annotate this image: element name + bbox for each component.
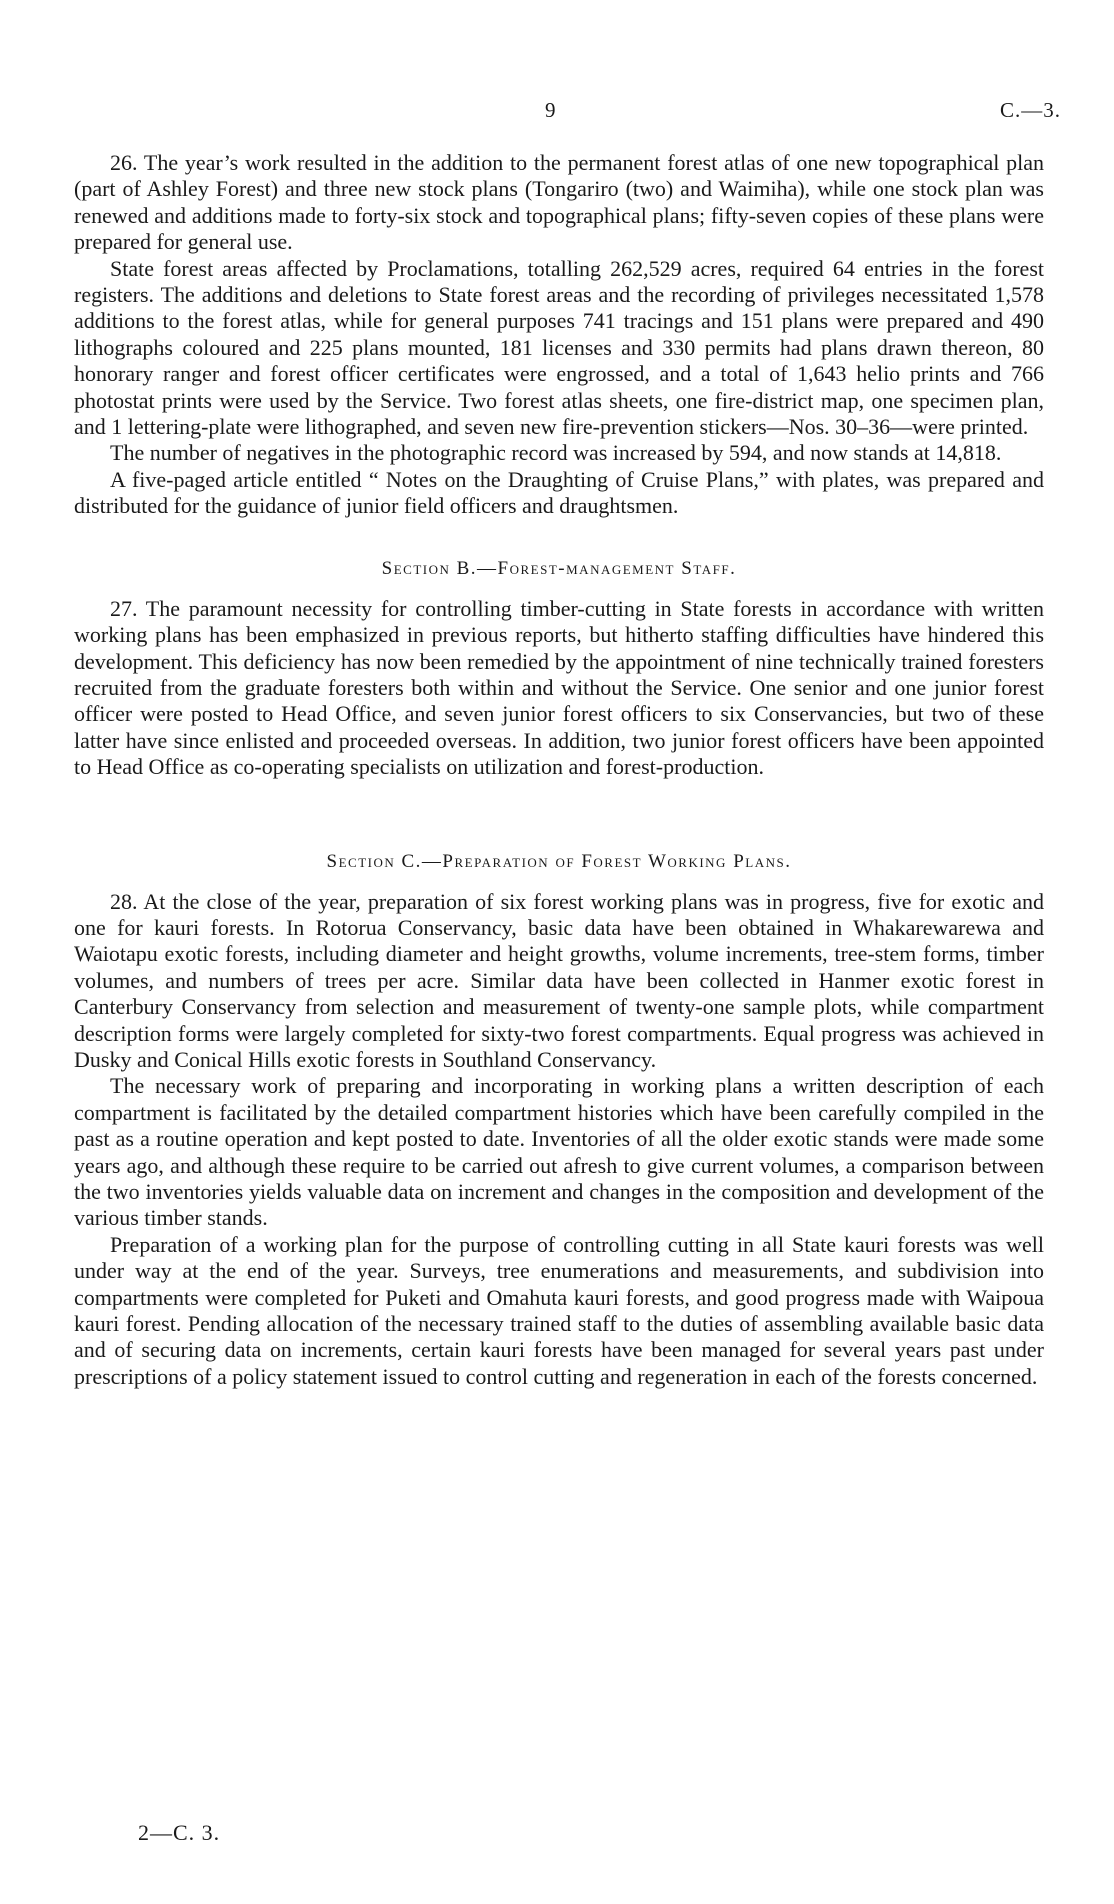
- paragraph-26-proclamations: State forest areas affected by Proclamations, totalling 262,529 acres, required 64 entries in the forest registers. The additions and deletions to State forest areas and the recording of privileges necessitated 1,578 additions to the forest atlas, while for general purposes 741 tracings and 151 plans were prepared and 490 lithographs coloured and 225 plans mounted, 181 licenses and 330 permits had plans drawn thereon, 80 honorary ranger and forest officer certificates were engrossed, and a total of 1,643 helio prints and 766 photostat prints were used by the Service. Two forest atlas sheets, one fire-district map, one specimen plan, and 1 lettering-plate were lithographed, and seven new fire-prevention stickers—Nos. 30–36—were printed.: [74, 255, 1044, 440]
- document-code: C.—3.: [1000, 98, 1062, 122]
- section-c-heading: Section C.—Preparation of Forest Working Plans.: [326, 850, 792, 872]
- paragraph-28-compartments: The necessary work of preparing and incorporating in working plans a written description of each compartment is facilitated by the detailed compartment histories which have been carefully compiled in the past as a routine operation and kept posted to date. Inventories of all the older exotic stands were made some years ago, and although these require to be carried out afresh to give current volumes, a comparison between the two inventories yields valuable data on increment and changes in the composition and development of the various timber stands.: [74, 1073, 1044, 1231]
- paragraph-27: 27. The paramount necessity for controlling timber-cutting in State forests in accordance with written working plans has been emphasized in previous reports, but hitherto staffing difficulties have hindered this development. This deficiency has now been remedied by the appointment of nine technically trained foresters recruited from the graduate foresters both within and without the Service. One senior and one junior forest officer were posted to Head Office, and seven junior forest officers to six Conservancies, but two of these latter have since enlisted and proceeded overseas. In addition, two junior forest officers have been appointed to Head Office as co-operating specialists on utilization and forest-production.: [74, 595, 1044, 780]
- paragraph-26-atlas: 26. The year’s work resulted in the addition to the permanent forest atlas of one new topographical plan (part of Ashley Forest) and three new stock plans (Tongariro (two) and Waimiha), while one stock plan was renewed and additions made to forty-six stock and topographical plans; fifty-seven copies of these plans were prepared for general use.: [74, 150, 1044, 255]
- body-text: [74, 150, 1044, 1390]
- page-number: 9: [545, 98, 556, 122]
- page-header: [0, 98, 1114, 128]
- paragraph-28-progress: 28. At the close of the year, preparation of six forest working plans was in progress, five for exotic and one for kauri forests. In Rotorua Conservancy, basic data have been obtained in Whakarewarewa and Waiotapu exotic forests, including diameter and height growths, volume increments, tree-stem forms, timber volumes, and numbers of trees per acre. Similar data have been collected in Hanmer exotic forest in Canterbury Conservancy from selection and measurement of twenty-one sample plots, while compartment description forms were largely completed for sixty-two forest compartments. Equal progress was achieved in Dusky and Conical Hills exotic forests in Southland Conservancy.: [74, 888, 1044, 1072]
- paragraph-26-article: A five-paged article entitled “ Notes on the Draughting of Cruise Plans,” with plates, was prepared and distributed for the guidance of junior field officers and draughtsmen.: [74, 466, 1044, 519]
- section-b-heading: Section B.—Forest-management Staff.: [381, 557, 737, 579]
- paragraph-26-negatives: The number of negatives in the photographic record was increased by 594, and now stands at 14,818.: [110, 440, 1002, 466]
- signature-mark: 2—C. 3.: [138, 1820, 221, 1845]
- paragraph-28-kauri: Preparation of a working plan for the purpose of controlling cutting in all State kauri forests was well under way at the end of the year. Surveys, tree enumerations and measurements, and subdivision into compartments were completed for Puketi and Omahuta kauri forests, and good progress made with Waipoua kauri forest. Pending allocation of the necessary trained staff to the duties of assembling available basic data and of securing data on increments, certain kauri forests have been managed for several years past under prescriptions of a policy statement issued to control cutting and regeneration in each of the forests concerned.: [74, 1231, 1044, 1389]
